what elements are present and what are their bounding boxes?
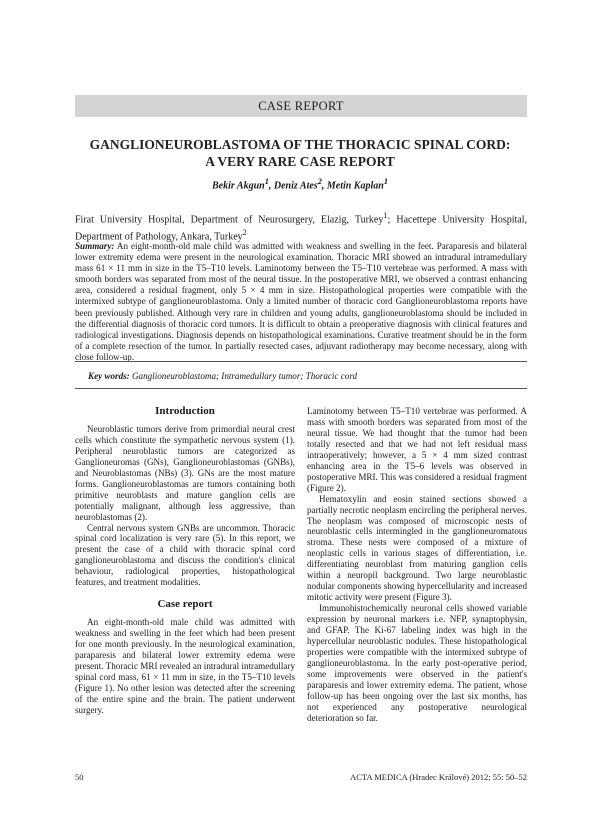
- affiliation-2: ; Hacettepe University Hospital, Department of Pathology, Ankara, Turkey: [75, 214, 528, 243]
- right-column: [307, 406, 527, 724]
- title-line-1: GANGLIONEUROBLASTOMA OF THE THORACIC SPINAL CORD:: [89, 137, 511, 152]
- affiliations: [75, 209, 527, 244]
- affiliation-1: Firat University Hospital, Department of Neurosurgery, Elazig, Turkey: [75, 214, 384, 226]
- paragraph: Laminotomy between T5–T10 vertebrae was performed. A mass with smooth borders was separated from most of the neural tissue. We had thought that the tumor had been totally resected and that we had not left residual mass intraoperatively; however, a 5 × 4 mm sized contrast enhancing area in the T5–6 levels was observed in postoperative MRI. This was considered a residual fragment (Figure 2).: [307, 406, 527, 493]
- introduction-heading: Introduction: [155, 405, 215, 417]
- affiliation-mark: 2: [242, 228, 247, 238]
- author-affiliation-mark: 2: [317, 177, 322, 186]
- title-line-2: A VERY RARE CASE REPORT: [205, 154, 395, 169]
- keywords-bottom-rule: [75, 388, 527, 389]
- paragraph: Hematoxylin and eosin stained sections showed a partially necrotic neoplasm encircling the peripheral nerves. The neoplasm was composed of microscopic nests of neuroblastic cells intermingled in the ganglioneuromatous stroma. These nests were composed of a mixture of neoplastic cells in various stages of differentiation, i.e. differentiating neuroblast from maturing ganglion cells within a neuropil background. Two large neuroblastic nodular components showing hypercellularity and increased mitotic activity were present (Figure 3).: [307, 493, 527, 603]
- paragraph: Neuroblastic tumors derive from primordial neural crest cells which constitute the sympathetic nervous system (1). Peripheral neuroblastic tumors are categorized as Ganglioneuromas (GNs), Ganglioneuroblastomas (GNBs), and Neuroblastomas (NBs) (3). GNs are the most mature forms. Ganglioneuroblastomas are tumors containing both primitive neuroblasts and mature ganglion cells are potentially malignant, although less aggressive, than neuroblastomas (2).: [75, 423, 295, 522]
- keywords-value: Ganglioneuroblastoma; Intramedullary tumor; Thoracic cord: [129, 371, 358, 381]
- paragraph: Central nervous system GNBs are uncommon. Thoracic spinal cord localization is very rare (5). In this report, we present the case of a child with thoracic spinal cord ganglioneuroblastoma and discuss the condition's clinical behaviour, radiological properties, histopathological features, and treatment modalities.: [75, 522, 295, 588]
- left-column: [75, 406, 295, 716]
- abstract: [75, 241, 527, 363]
- section-label: CASE REPORT: [75, 95, 527, 117]
- abstract-text: An eight-month-old male child was admitted with weakness and swelling in the feet. Paraparesis and bilateral lower extremity edema were present in the neurological examination. Thoracic MRI showed an intradural intramedullary mass 61 × 11 mm in size in the T5–T10 levels. Laminotomy between the T5–T10 vertebrae was performed. A mass with smooth borders was separated from most of the neural tissue. In the postoperative MRI, we observed a contrast enhancing area, considered a residual fragment, only 5 × 4 mm in size. Histopathological properties were compatible with the intermixed subtype of ganglioneuroblastoma. Only a limited number of thoracic cord Ganglioneuroblastoma reports have been previously published. Although very rare in children and young adults, ganglioneuroblastoma should be included in the differential diagnosis of thoracic cord tumors. It is difficult to obtain a preoperative diagnosis with clinical features and radiological investigations. Diagnosis depends on histopathological examinations. Curative treatment should be in the form of a complete resection of the tumor. In partially resected cases, adjuvant radiotherapy may become necessary, along with close follow-up.: [75, 241, 527, 362]
- author-name: Deniz Ates: [273, 180, 318, 192]
- paragraph: Immunohistochemically neuronal cells showed variable expression by neuronal markers i.e. NFP, synaptophysin, and GFAP. The Ki-67 labeling index was high in the hypercellular neuroblastic nodules. These histopathological properties were compatible with the intermixed subtype of ganglioneuroblastoma. In the early post-operative period, some improvements were observed in the patient's paraparesis and lower extremity edema. The patient, whose follow-up has been ongoing over the last six months, has not experienced any postoperative neurological deterioration so far.: [307, 603, 527, 723]
- author-name: Metin Kaplan: [326, 180, 384, 192]
- abstract-label: Summary:: [75, 241, 115, 251]
- page-number: 50: [75, 772, 84, 782]
- author-separator: ,: [268, 180, 274, 192]
- author-affiliation-mark: 1: [264, 177, 269, 186]
- keywords-top-rule: [75, 361, 527, 362]
- author-separator: ,: [321, 180, 327, 192]
- paragraph: An eight-month-old male child was admitted with weakness and swelling in the feet which had been present for one month previously. In the neurological examination, paraparesis and bilateral lower extremity edema were present. Thoracic MRI revealed an intradural intramedullary spinal cord mass, 61 × 11 mm in size, in the T5–T10 levels (Figure 1). No other lesion was detected after the screening of the entire spine and the brain. The patient underwent surgery.: [75, 617, 295, 715]
- case-report-heading: Case report: [157, 598, 213, 611]
- author-list: [60, 177, 540, 191]
- keywords-label: Key words:: [88, 371, 130, 381]
- author-affiliation-mark: 1: [383, 177, 388, 186]
- keywords: [88, 371, 518, 381]
- article-title: [60, 136, 540, 170]
- journal-citation: ACTA MEDICA (Hradec Králové) 2012; 55: 50–52: [350, 772, 527, 782]
- author-name: Bekir Akgun: [212, 180, 265, 192]
- affiliation-mark: 1: [383, 211, 388, 220]
